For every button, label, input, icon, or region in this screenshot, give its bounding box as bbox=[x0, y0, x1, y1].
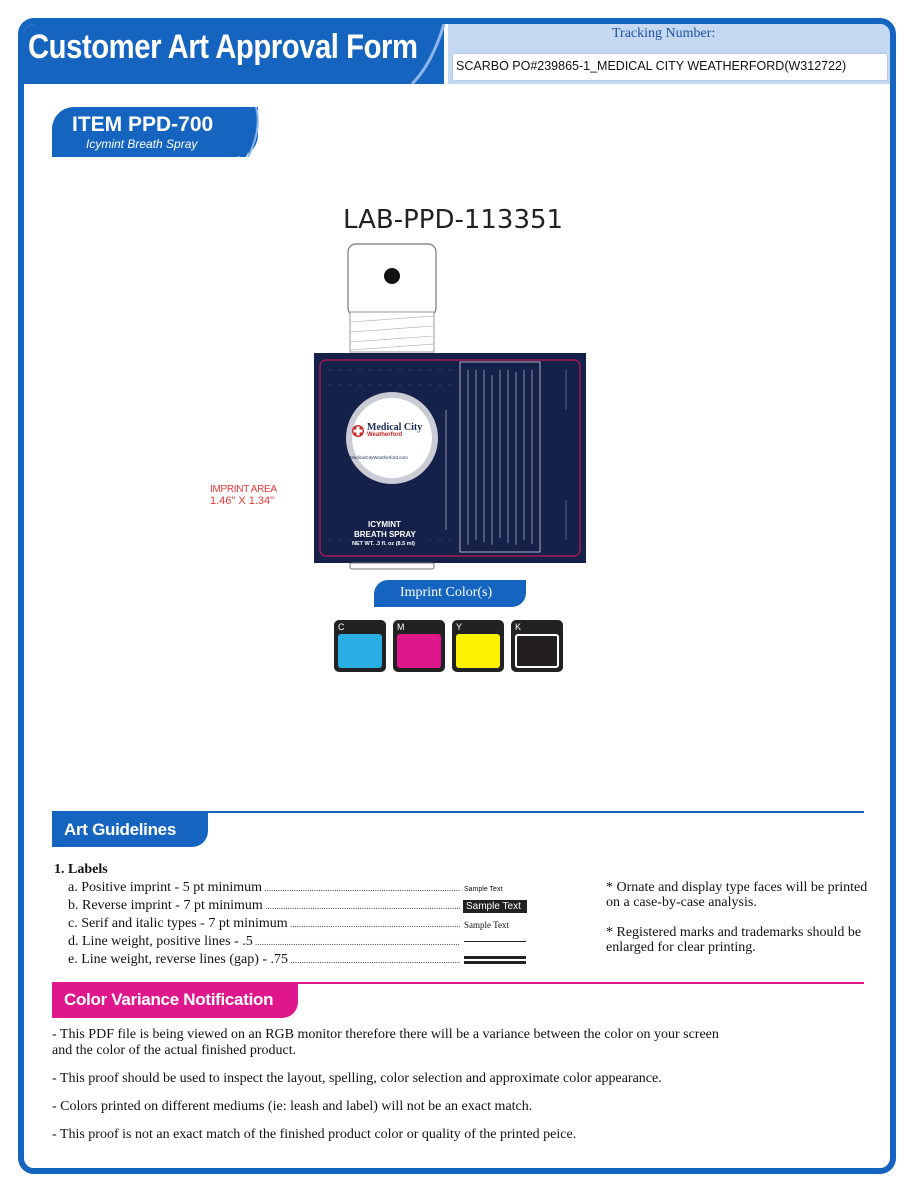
imprint-area-size: 1.46" X 1.34" bbox=[210, 495, 275, 507]
logo-url: MedicalCityWeatherford.com bbox=[350, 455, 408, 460]
tracking-number: SCARBO PO#239865-1_MEDICAL CITY WEATHERFORD(W312722) bbox=[456, 59, 847, 73]
swatch-fill bbox=[515, 634, 559, 668]
swatch-fill bbox=[338, 634, 382, 668]
guideline-row: c. Serif and italic types - 7 pt minimum ..... bbox=[68, 916, 460, 932]
guideline-row: e. Line weight, reverse lines (gap) - .75 ..... bbox=[68, 952, 460, 968]
bottle-base bbox=[350, 563, 434, 569]
imprint-area-title: IMPRINT AREA bbox=[210, 484, 277, 495]
variance-note: - This proof is not an exact match of the finished product color or quality of the printed peice. bbox=[52, 1127, 577, 1142]
spray-product-illustration bbox=[310, 240, 590, 580]
logo-subtitle: Weatherford bbox=[367, 432, 403, 438]
sample-reverse-gap bbox=[464, 959, 526, 961]
sample-positive-line bbox=[464, 941, 526, 942]
swatch-black bbox=[511, 620, 563, 672]
label-code: LAB-PPD-113351 bbox=[343, 205, 564, 235]
guideline-row: b. Reverse imprint - 7 pt minimum ..... bbox=[68, 898, 460, 914]
swatch-letter: Y bbox=[456, 622, 463, 632]
variance-note: - This proof should be used to inspect the layout, spelling, color selection and approximate color appearance. bbox=[52, 1071, 662, 1086]
variance-note: - Colors printed on different mediums (ie: leash and label) will not be an exact match. bbox=[52, 1099, 533, 1114]
swatch-fill bbox=[456, 634, 500, 668]
logo-name: Medical City bbox=[367, 422, 423, 433]
item-badge-edge bbox=[240, 107, 262, 157]
swatch-letter: M bbox=[397, 622, 405, 632]
item-name: Icymint Breath Spray bbox=[86, 137, 198, 151]
swatch-yellow bbox=[452, 620, 504, 672]
swatch-letter: K bbox=[515, 622, 522, 632]
sample-positive-text: Sample Text bbox=[464, 886, 503, 893]
color-variance-title: Color Variance Notification bbox=[64, 990, 274, 1009]
variance-note: - This PDF file is being viewed on an RGB monitor therefore there will be a variance between the color on your screen and the color of the actual finished product. bbox=[52, 1027, 719, 1058]
labels-heading: 1. Labels bbox=[54, 862, 108, 877]
guideline-note: * Ornate and display type faces will be printed on a case-by-case analysis. bbox=[606, 880, 868, 910]
page-title: Customer Art Approval Form bbox=[28, 28, 418, 66]
swatch-fill bbox=[397, 634, 441, 668]
swatch-magenta bbox=[393, 620, 445, 672]
item-code: ITEM PPD-700 bbox=[72, 113, 214, 136]
guideline-note: * Registered marks and trademarks should be enlarged for clear printing. bbox=[606, 925, 862, 955]
art-guidelines-title: Art Guidelines bbox=[64, 820, 176, 839]
guideline-row: a. Positive imprint - 5 pt minimum ..... bbox=[68, 880, 460, 896]
tracking-label: Tracking Number: bbox=[612, 26, 716, 41]
sample-reverse-line bbox=[464, 956, 526, 964]
spray-nozzle bbox=[384, 268, 400, 284]
spray-collar bbox=[350, 312, 434, 352]
guideline-row: d. Line weight, positive lines - .5 ..... bbox=[68, 934, 460, 950]
swatch-cyan bbox=[334, 620, 386, 672]
swatch-letter: C bbox=[338, 622, 345, 632]
imprint-colors-title: Imprint Color(s) bbox=[400, 585, 493, 600]
product-name-line1: ICYMINT bbox=[368, 520, 401, 529]
product-name-line2: BREATH SPRAY bbox=[354, 530, 416, 539]
sample-reverse-text: Sample Text bbox=[463, 900, 527, 913]
sample-serif-text: Sample Text bbox=[464, 920, 509, 930]
net-weight: NET WT. .3 fl. oz (8.5 ml) bbox=[352, 541, 415, 547]
